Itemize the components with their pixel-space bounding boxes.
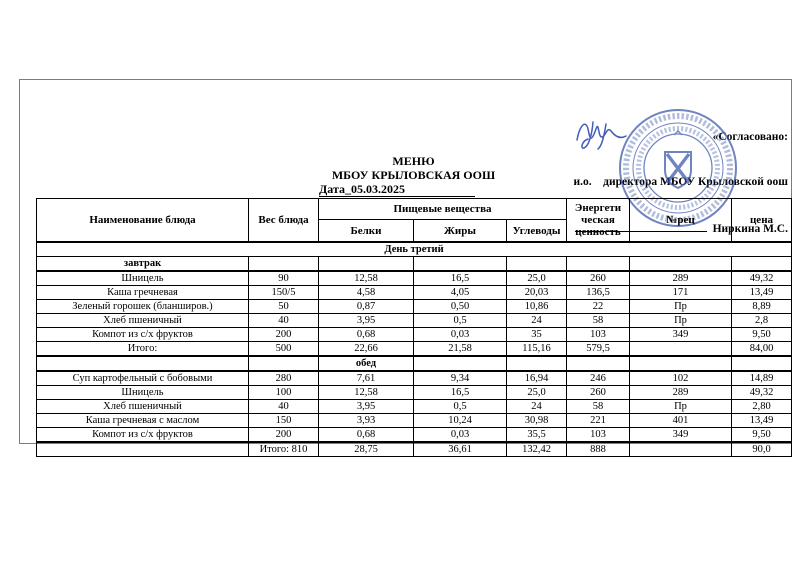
empty-cell <box>567 257 630 272</box>
dish-protein: 4,58 <box>319 286 414 300</box>
total-label: Итого: <box>37 342 249 357</box>
total-protein: 22,66 <box>319 342 414 357</box>
dish-weight: 40 <box>249 400 319 414</box>
dish-name: Каша гречневая <box>37 286 249 300</box>
day-row <box>37 242 792 257</box>
dish-carbs: 35 <box>507 328 567 342</box>
table-row <box>37 400 792 414</box>
total-price: 84,00 <box>732 342 792 357</box>
dish-carbs: 30,98 <box>507 414 567 428</box>
lunch-label: обед <box>319 356 414 371</box>
table-row <box>37 271 792 286</box>
dish-protein: 0,87 <box>319 300 414 314</box>
dish-weight: 200 <box>249 328 319 342</box>
dish-protein: 3,95 <box>319 400 414 414</box>
dish-name: Шницель <box>37 271 249 286</box>
total-carbs: 115,16 <box>507 342 567 357</box>
dish-recipe: 401 <box>630 414 732 428</box>
dish-energy: 58 <box>567 400 630 414</box>
dish-energy: 260 <box>567 271 630 286</box>
menu-table <box>36 198 792 457</box>
dish-weight: 100 <box>249 386 319 400</box>
col-header-fat: Жиры <box>414 220 507 243</box>
page-frame <box>19 79 792 455</box>
dish-price: 9,50 <box>732 328 792 342</box>
dish-fat: 16,5 <box>414 386 507 400</box>
dish-carbs: 35,5 <box>507 428 567 443</box>
dish-name: Хлеб пшеничный <box>37 400 249 414</box>
dish-name: Суп картофельный с бобовыми <box>37 371 249 386</box>
dish-carbs: 16,94 <box>507 371 567 386</box>
dish-price: 9,50 <box>732 428 792 443</box>
dish-price: 13,49 <box>732 286 792 300</box>
dish-energy: 136,5 <box>567 286 630 300</box>
col-header-energy: Энергети ческая ценность <box>567 199 630 243</box>
dish-recipe: 349 <box>630 328 732 342</box>
breakfast-label: завтрак <box>37 257 249 272</box>
dish-fat: 0,5 <box>414 314 507 328</box>
total-label: Итого: 810 <box>249 442 319 457</box>
dish-price: 14,89 <box>732 371 792 386</box>
table-row <box>37 386 792 400</box>
table-row <box>37 414 792 428</box>
total-carbs: 132,42 <box>507 442 567 457</box>
col-header-protein: Белки <box>319 220 414 243</box>
dish-price: 2,8 <box>732 314 792 328</box>
empty-cell <box>507 356 567 371</box>
page-title: МЕНЮ <box>392 154 435 168</box>
dish-protein: 0,68 <box>319 428 414 443</box>
dish-energy: 58 <box>567 314 630 328</box>
dish-name: Каша гречневая с маслом <box>37 414 249 428</box>
dish-weight: 200 <box>249 428 319 443</box>
col-header-dish-name: Наименование блюда <box>37 199 249 243</box>
dish-name: Компот из с/х фруктов <box>37 428 249 443</box>
dish-recipe: 289 <box>630 271 732 286</box>
empty-cell <box>630 257 732 272</box>
dish-energy: 221 <box>567 414 630 428</box>
dish-protein: 3,95 <box>319 314 414 328</box>
empty-cell <box>630 356 732 371</box>
total-protein: 28,75 <box>319 442 414 457</box>
school-name: МБОУ КРЫЛОВСКАЯ ООШ <box>331 168 496 182</box>
breakfast-section-row <box>37 257 792 272</box>
total-weight: 500 <box>249 342 319 357</box>
dish-weight: 50 <box>249 300 319 314</box>
dish-fat: 9,34 <box>414 371 507 386</box>
dish-carbs: 24 <box>507 314 567 328</box>
dish-energy: 103 <box>567 428 630 443</box>
dish-protein: 12,58 <box>319 386 414 400</box>
dish-energy: 22 <box>567 300 630 314</box>
total-fat: 36,61 <box>414 442 507 457</box>
total-recipe <box>630 442 732 457</box>
table-row <box>37 314 792 328</box>
dish-fat: 0,03 <box>414 328 507 342</box>
dish-recipe: 102 <box>630 371 732 386</box>
title-block <box>36 154 791 197</box>
dish-weight: 280 <box>249 371 319 386</box>
empty-cell <box>37 442 249 457</box>
dish-price: 13,49 <box>732 414 792 428</box>
dish-weight: 150/5 <box>249 286 319 300</box>
dish-carbs: 25,0 <box>507 386 567 400</box>
table-row <box>37 328 792 342</box>
dish-fat: 0,03 <box>414 428 507 443</box>
lunch-total-row <box>37 442 792 457</box>
empty-cell <box>732 257 792 272</box>
col-header-recipe: №рец <box>630 199 732 243</box>
dish-weight: 150 <box>249 414 319 428</box>
approval-name: Ниркина М.С. <box>712 223 788 235</box>
table-row <box>37 286 792 300</box>
dish-name: Шницель <box>37 386 249 400</box>
dish-name: Хлеб пшеничный <box>37 314 249 328</box>
date-value: Дата_05.03.2025 <box>319 182 475 197</box>
dish-protein: 12,58 <box>319 271 414 286</box>
empty-cell <box>414 257 507 272</box>
dish-energy: 103 <box>567 328 630 342</box>
dish-fat: 0,50 <box>414 300 507 314</box>
empty-cell <box>37 356 249 371</box>
dish-price: 49,32 <box>732 271 792 286</box>
col-header-nutrients: Пищевые вещества <box>319 199 567 220</box>
dish-protein: 3,93 <box>319 414 414 428</box>
dish-recipe: 171 <box>630 286 732 300</box>
approval-line-director: и.о. директора МБОУ Крыловской оош <box>573 176 788 188</box>
dish-carbs: 25,0 <box>507 271 567 286</box>
empty-cell <box>414 356 507 371</box>
dish-carbs: 20,03 <box>507 286 567 300</box>
dish-fat: 16,5 <box>414 271 507 286</box>
dish-recipe: 349 <box>630 428 732 443</box>
col-header-weight: Вес блюда <box>249 199 319 243</box>
empty-cell <box>732 356 792 371</box>
total-price: 90,0 <box>732 442 792 457</box>
dish-name: Компот из с/х фруктов <box>37 328 249 342</box>
total-energy: 888 <box>567 442 630 457</box>
lunch-section-row <box>37 356 792 371</box>
empty-cell <box>319 257 414 272</box>
total-recipe <box>630 342 732 357</box>
dish-fat: 4,05 <box>414 286 507 300</box>
day-label: День третий <box>37 242 792 257</box>
dish-fat: 10,24 <box>414 414 507 428</box>
breakfast-total-row <box>37 342 792 357</box>
col-header-price: цена <box>732 199 792 243</box>
empty-cell <box>567 356 630 371</box>
empty-cell <box>249 356 319 371</box>
date-row <box>36 182 791 197</box>
dish-name: Зеленый горошек (бланширов.) <box>37 300 249 314</box>
total-fat: 21,58 <box>414 342 507 357</box>
dish-weight: 40 <box>249 314 319 328</box>
dish-carbs: 10,86 <box>507 300 567 314</box>
dish-energy: 260 <box>567 386 630 400</box>
dish-energy: 246 <box>567 371 630 386</box>
dish-fat: 0,5 <box>414 400 507 414</box>
table-row <box>37 371 792 386</box>
dish-price: 8,89 <box>732 300 792 314</box>
dish-recipe: Пр <box>630 314 732 328</box>
dish-recipe: Пр <box>630 300 732 314</box>
dish-price: 2,80 <box>732 400 792 414</box>
approval-line-agreed: «Согласовано: <box>712 131 788 143</box>
dish-weight: 90 <box>249 271 319 286</box>
empty-cell <box>507 257 567 272</box>
dish-protein: 7,61 <box>319 371 414 386</box>
dish-carbs: 24 <box>507 400 567 414</box>
col-header-carbs: Углеводы <box>507 220 567 243</box>
empty-cell <box>249 257 319 272</box>
dish-price: 49,32 <box>732 386 792 400</box>
dish-recipe: 289 <box>630 386 732 400</box>
dish-recipe: Пр <box>630 400 732 414</box>
total-energy: 579,5 <box>567 342 630 357</box>
table-row <box>37 300 792 314</box>
table-row <box>37 428 792 443</box>
dish-protein: 0,68 <box>319 328 414 342</box>
